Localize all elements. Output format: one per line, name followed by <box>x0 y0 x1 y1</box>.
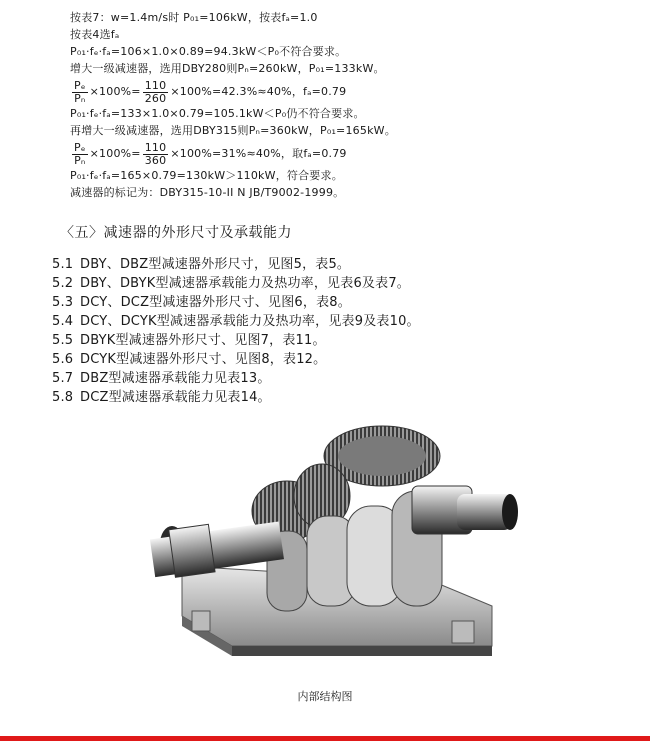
item-text: DCZ型减速器承载能力见表14。 <box>80 390 271 405</box>
calc-line-1: 按表7：w=1.4m/s时 P₀₁=106kW，按表fₐ=1.0 <box>70 11 318 24</box>
list-item <box>52 293 420 312</box>
calc-line-6: 再增大一级减速器，选用DBY315则Pₙ=360kW，P₀₁=165kW。 <box>70 124 396 137</box>
list-item <box>52 350 420 369</box>
calc-fraction-2 <box>70 140 590 168</box>
fraction-tail: ×100%=42.3%≈40%，fₐ=0.79 <box>170 85 347 98</box>
item-number: 5.6 <box>52 352 74 367</box>
list-item <box>52 312 420 331</box>
fraction-pe-pn <box>72 80 88 105</box>
list-item <box>52 369 420 388</box>
item-text: DBYK型减速器外形尺寸、见图7，表11。 <box>80 333 326 348</box>
list-item <box>52 274 420 293</box>
fraction-numerator: Pₑ <box>74 78 86 92</box>
item-text: DCY、DCZ型减速器外形尺寸、见图6，表8。 <box>80 295 351 310</box>
calc-line-8: 减速器的标记为：DBY315-10-II N JB/T9002-1999。 <box>70 186 345 199</box>
fraction-pe-pn <box>72 142 88 167</box>
calc-line-3: P₀₁·fₑ·fₐ=106×1.0×0.89=94.3kW＜P₀不符合要求。 <box>70 45 347 58</box>
fraction-mid: ×100%= <box>89 147 141 160</box>
fraction-denominator: 360 <box>144 153 167 167</box>
item-text: DBY、DBZ型减速器外形尺寸，见图5，表5。 <box>80 257 351 272</box>
item-number: 5.4 <box>52 314 74 329</box>
fraction-numerator: Pₑ <box>74 140 86 154</box>
item-text: DBY、DBYK型减速器承载能力及热功率，见表6及表7。 <box>80 276 410 291</box>
list-item <box>52 331 420 350</box>
fraction-110-260 <box>143 80 169 105</box>
output-shaft <box>412 486 518 534</box>
fraction-mid: ×100%= <box>89 85 141 98</box>
gear-reducer-illustration <box>112 416 532 661</box>
fraction-tail: ×100%=31%≈40%，取fₐ=0.79 <box>170 147 347 160</box>
fraction-numerator: 110 <box>144 78 167 92</box>
fraction-denominator: Pₙ <box>74 91 86 105</box>
fraction-denominator: 260 <box>144 91 167 105</box>
item-number: 5.1 <box>52 257 74 272</box>
fraction-110-360 <box>143 142 169 167</box>
item-number: 5.7 <box>52 371 74 386</box>
item-number: 5.2 <box>52 276 74 291</box>
figure-caption: 内部结构图 <box>297 690 353 703</box>
calc-fraction-1 <box>70 78 590 106</box>
calc-line-5: P₀₁·fₑ·fₐ=133×1.0×0.79=105.1kW＜P₀仍不符合要求。 <box>70 107 365 120</box>
item-number: 5.5 <box>52 333 74 348</box>
item-number: 5.3 <box>52 295 74 310</box>
list-item <box>52 388 420 407</box>
calc-line-4: 增大一级减速器，选用DBY280则Pₙ=260kW，P₀₁=133kW。 <box>70 62 385 75</box>
spec-list <box>52 255 420 407</box>
calculation-block <box>70 10 590 202</box>
fraction-denominator: Pₙ <box>74 153 86 167</box>
list-item <box>52 255 420 274</box>
item-text: DCY、DCYK型减速器承载能力及热功率，见表9及表10。 <box>80 314 420 329</box>
fraction-numerator: 110 <box>144 140 167 154</box>
item-text: DCYK型减速器外形尺寸、见图8，表12。 <box>80 352 327 367</box>
item-number: 5.8 <box>52 390 74 405</box>
calc-line-2: 按表4选fₐ <box>70 28 120 41</box>
item-text: DBZ型减速器承载能力见表13。 <box>80 371 271 386</box>
bottom-accent-line <box>0 736 650 741</box>
section-title: 〈五〉减速器的外形尺寸及承载能力 <box>60 225 292 241</box>
calc-line-7: P₀₁·fₑ·fₐ=165×0.79=130kW＞110kW，符合要求。 <box>70 169 343 182</box>
